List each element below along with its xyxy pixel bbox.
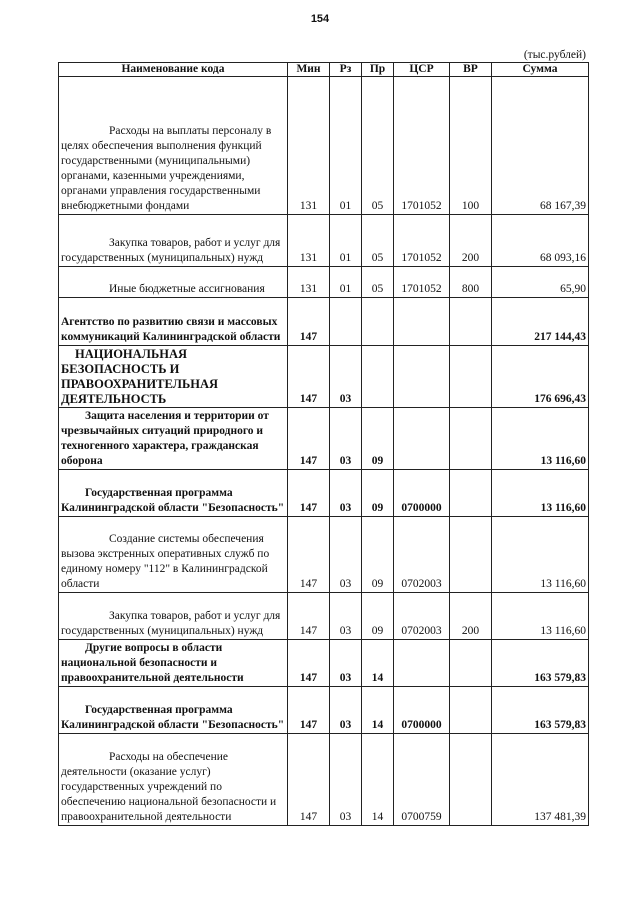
- row-rz: 03: [330, 517, 362, 593]
- row-name: НАЦИОНАЛЬНАЯ БЕЗОПАСНОСТЬ И ПРАВООХРАНИТЕЛЬНАЯ ДЕЯТЕЛЬНОСТЬ: [59, 346, 288, 408]
- row-min: 147: [288, 687, 330, 734]
- row-min: 147: [288, 346, 330, 408]
- row-rz: 03: [330, 687, 362, 734]
- row-name: Защита населения и территории от чрезвычайных ситуаций природного и техногенного характера, гражданская оборона: [59, 408, 288, 470]
- row-sum: 137 481,39: [492, 734, 589, 826]
- table-row: [59, 215, 589, 267]
- table-row: [59, 470, 589, 517]
- row-pr: 14: [362, 734, 394, 826]
- row-min: 147: [288, 593, 330, 640]
- table-row: [59, 687, 589, 734]
- row-min: 147: [288, 408, 330, 470]
- row-pr: 14: [362, 640, 394, 687]
- row-sum: 13 116,60: [492, 408, 589, 470]
- row-min: 147: [288, 517, 330, 593]
- row-min: 131: [288, 77, 330, 215]
- row-sum: 68 093,16: [492, 215, 589, 267]
- row-sum: 13 116,60: [492, 470, 589, 517]
- row-name: Государственная программа Калининградской области "Безопасность": [59, 470, 288, 517]
- row-rz: 03: [330, 346, 362, 408]
- row-csr: 0702003: [394, 517, 450, 593]
- row-csr: [394, 640, 450, 687]
- row-name: Закупка товаров, работ и услуг для государственных (муниципальных) нужд: [59, 215, 288, 267]
- row-rz: 03: [330, 470, 362, 517]
- row-rz: 01: [330, 77, 362, 215]
- row-vr: 800: [450, 267, 492, 298]
- row-name: Расходы на выплаты персоналу в целях обеспечения выполнения функций государственными (муниципальными) органами, казенными учреждениями, органами управления государственными внебюджетными фондами: [59, 77, 288, 215]
- page-number: 154: [310, 13, 330, 25]
- row-name: Агентство по развитию связи и массовых коммуникаций Калининградской области: [59, 298, 288, 346]
- header-vr: ВР: [450, 63, 492, 77]
- row-sum: 13 116,60: [492, 593, 589, 640]
- row-vr: [450, 517, 492, 593]
- row-vr: [450, 687, 492, 734]
- table-row: [59, 77, 589, 215]
- row-pr: 09: [362, 593, 394, 640]
- row-vr: 200: [450, 215, 492, 267]
- row-min: 147: [288, 470, 330, 517]
- row-name: Закупка товаров, работ и услуг для государственных (муниципальных) нужд: [59, 593, 288, 640]
- row-sum: 176 696,43: [492, 346, 589, 408]
- row-rz: 01: [330, 215, 362, 267]
- row-pr: 09: [362, 408, 394, 470]
- header-pr: Пр: [362, 63, 394, 77]
- row-sum: 68 167,39: [492, 77, 589, 215]
- row-min: 131: [288, 267, 330, 298]
- row-name: Иные бюджетные ассигнования: [59, 267, 288, 298]
- row-csr: 0700000: [394, 687, 450, 734]
- table-row: [59, 346, 589, 408]
- header-sum: Сумма: [492, 63, 589, 77]
- row-pr: 14: [362, 687, 394, 734]
- header-min: Мин: [288, 63, 330, 77]
- row-pr: 09: [362, 517, 394, 593]
- row-name: Другие вопросы в области национальной безопасности и правоохранительной деятельности: [59, 640, 288, 687]
- row-rz: 01: [330, 267, 362, 298]
- row-vr: 100: [450, 77, 492, 215]
- row-csr: [394, 298, 450, 346]
- row-min: 147: [288, 298, 330, 346]
- table-row: [59, 593, 589, 640]
- table-row: [59, 408, 589, 470]
- row-name: Создание системы обеспечения вызова экстренных оперативных служб по единому номеру "112" в Калининградской области: [59, 517, 288, 593]
- row-vr: 200: [450, 593, 492, 640]
- row-pr: 05: [362, 267, 394, 298]
- row-name: Государственная программа Калининградской области "Безопасность": [59, 687, 288, 734]
- row-min: 147: [288, 734, 330, 826]
- row-rz: 03: [330, 640, 362, 687]
- row-rz: 03: [330, 734, 362, 826]
- row-vr: [450, 298, 492, 346]
- row-vr: [450, 640, 492, 687]
- row-rz: 03: [330, 593, 362, 640]
- table-row: [59, 298, 589, 346]
- row-min: 131: [288, 215, 330, 267]
- row-sum: 163 579,83: [492, 687, 589, 734]
- row-vr: [450, 408, 492, 470]
- row-vr: [450, 346, 492, 408]
- row-sum: 13 116,60: [492, 517, 589, 593]
- table-row: [59, 517, 589, 593]
- header-rz: Рз: [330, 63, 362, 77]
- row-sum: 217 144,43: [492, 298, 589, 346]
- row-sum: 65,90: [492, 267, 589, 298]
- row-rz: [330, 298, 362, 346]
- row-vr: [450, 470, 492, 517]
- row-csr: 0702003: [394, 593, 450, 640]
- table-row: [59, 734, 589, 826]
- row-csr: 1701052: [394, 77, 450, 215]
- row-csr: 1701052: [394, 215, 450, 267]
- header-name: Наименование кода: [59, 63, 288, 77]
- row-rz: 03: [330, 408, 362, 470]
- row-pr: [362, 346, 394, 408]
- row-csr: 1701052: [394, 267, 450, 298]
- table-row: [59, 267, 589, 298]
- header-row: [59, 63, 589, 77]
- row-sum: 163 579,83: [492, 640, 589, 687]
- budget-table: [58, 62, 589, 826]
- units-label: (тыс.рублей): [523, 49, 586, 61]
- row-pr: 09: [362, 470, 394, 517]
- row-csr: 0700000: [394, 470, 450, 517]
- row-pr: [362, 298, 394, 346]
- row-pr: 05: [362, 215, 394, 267]
- row-min: 147: [288, 640, 330, 687]
- row-name: Расходы на обеспечение деятельности (оказание услуг) государственных учреждений по обеспечению национальной безопасности и правоохранительной деятельности: [59, 734, 288, 826]
- header-csr: ЦСР: [394, 63, 450, 77]
- row-vr: [450, 734, 492, 826]
- row-pr: 05: [362, 77, 394, 215]
- row-csr: 0700759: [394, 734, 450, 826]
- table-row: [59, 640, 589, 687]
- row-csr: [394, 408, 450, 470]
- row-csr: [394, 346, 450, 408]
